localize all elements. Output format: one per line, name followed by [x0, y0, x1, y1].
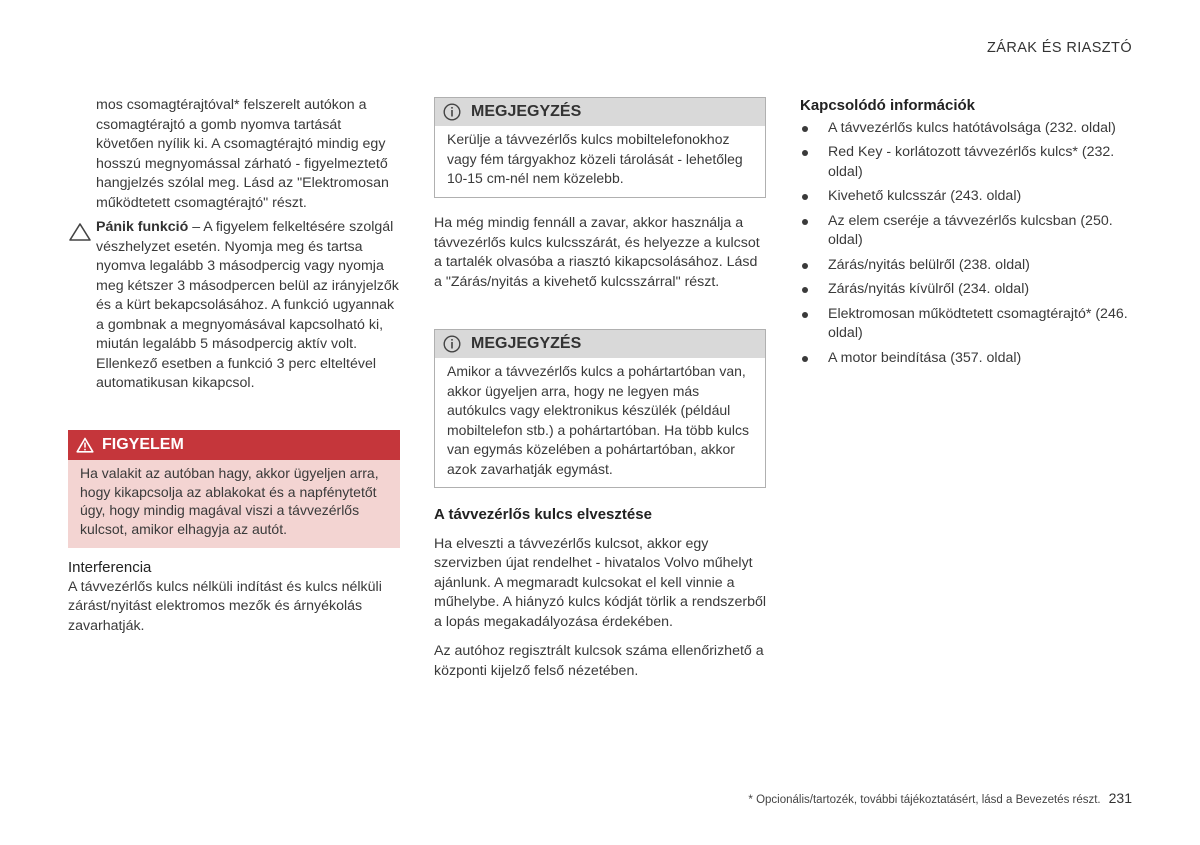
interference-section: [68, 558, 400, 636]
bullet-icon: [802, 126, 808, 132]
info-circle-icon: [443, 335, 461, 353]
panic-function-block: [68, 218, 400, 394]
bullet-icon: [802, 263, 808, 269]
warning-title: FIGYELEM: [102, 436, 184, 453]
related-info-list: [800, 119, 1132, 369]
interference-paragraph: A távvezérlős kulcs nélküli indítást és kulcs nélküli zárást/nyitást elektromos mezők és árnyékolás zavarhatják.: [68, 578, 382, 634]
note-title: MEGJEGYZÉS: [471, 335, 582, 352]
panic-paragraph: [96, 218, 400, 394]
registered-keys-paragraph: Az autóhoz regisztrált kulcsok száma ellenőrizhető a központi kijelző felső nézetében.: [434, 643, 764, 679]
note-header: [435, 98, 765, 126]
related-link[interactable]: [800, 119, 1132, 139]
panic-text: – A figyelem felkeltésére szolgál vészhelyzet esetén. Nyomja meg és tartsa nyomva legalább 3 másodpercig vagy nyomja meg kétszer 3 másodpercen belül az irányjelzők és a kürt bekapcsolásához. A funkció ugyannak a gombnak a megnyomásával kapcsolható ki, miután legalább 5 másodpercig aktív volt. Ellenkező esetben a funkció 3 perc elteltével automatikusan kikapcsol.: [96, 219, 399, 391]
related-link-text: Az elem cseréje a távvezérlős kulcsban (250. oldal): [828, 212, 1113, 248]
related-link-text: Red Key - korlátozott távvezérlős kulcs* (232. oldal): [828, 144, 1115, 180]
backup-reader-paragraph: Ha még mindig fennáll a zavar, akkor használja a távvezérlős kulcs kulcsszárát, és helyezze a kulcsot a tartalék olvasóba a riasztó kikapcsolásához. Lásd a "Zárás/nyitás a kivehető kulcsszárral" részt.: [434, 215, 760, 290]
related-link-text: A távvezérlős kulcs hatótávolsága (232. oldal): [828, 119, 1116, 136]
note-box: [434, 329, 766, 488]
related-link-text: A motor beindítása (357. oldal): [828, 349, 1022, 366]
lost-key-paragraph: Ha elveszti a távvezérlős kulcsot, akkor egy szervizben újat rendelhet - hivatalos Volvo műhelyt ajánlunk. A megmaradt kulcsokat el kell vinnie a műhelybe. A hiányzó kulcs kódját törlik a rendszerből a lopás megakadályozása érdekében.: [434, 535, 767, 630]
related-link-text: Zárás/nyitás kívülről (234. oldal): [828, 281, 1030, 297]
related-link[interactable]: [800, 256, 1132, 276]
note-text: Amikor a távvezérlős kulcs a pohártartóban van, akkor ügyeljen arra, hogy ne legyen más autókulcs vagy elektronikus készülék (például mobiltelefon stb.) a pohártartóban. Ha több kulcs van egymás közelében a pohártartóban, akkor azok zavarhatják egymást.: [447, 363, 749, 477]
bullet-icon: [802, 219, 808, 225]
related-link-text: Kivehető kulcsszár (243. oldal): [828, 188, 1022, 204]
warning-box: [68, 430, 400, 548]
related-info-section: [800, 96, 1132, 373]
related-info-heading: Kapcsolódó információk: [800, 97, 976, 114]
bullet-icon: [802, 312, 808, 318]
warning-triangle-icon: [76, 437, 94, 453]
related-link[interactable]: [800, 212, 1132, 251]
bullet-icon: [802, 356, 808, 362]
intro-paragraph: mos csomagtérajtóval* felszerelt autókon a csomagtérajtó a gomb nyomva tartását követően nyílik ki. A csomagtérajtó mindig egy hosszú megnyomással zárható - figyelmeztető hangjelzés szólal meg. Lásd az "Elektromosan működtetett csomagtérajtó" részt.: [96, 97, 389, 211]
warning-triangle-icon: [68, 222, 92, 242]
warning-header: [68, 430, 400, 460]
bullet-icon: [802, 287, 808, 293]
related-link[interactable]: [800, 349, 1132, 369]
related-link[interactable]: [800, 305, 1132, 344]
warning-text: Ha valakit az autóban hagy, akkor ügyeljen arra, hogy kikapcsolja az ablakokat és a napfénytetőt úgy, hogy mindig magával viszi a távvezérlős kulcsot, amikor elhagyja az autót.: [80, 465, 379, 537]
panic-title: Pánik funkció: [96, 219, 189, 235]
bullet-icon: [802, 150, 808, 156]
note-text: Kerülje a távvezérlős kulcs mobiltelefonokhoz vagy fém tárgyakhoz közeli tárolását - lehetőleg 10-15 cm-nél nem közelebb.: [447, 131, 743, 186]
interference-heading: Interferencia: [68, 559, 152, 576]
related-link-text: Zárás/nyitás belülről (238. oldal): [828, 256, 1030, 273]
info-circle-icon: [443, 103, 461, 121]
related-link[interactable]: [800, 143, 1132, 182]
note-header: [435, 330, 765, 358]
note-title: MEGJEGYZÉS: [471, 103, 582, 120]
bullet-icon: [802, 194, 808, 200]
related-link-text: Elektromosan működtetett csomagtérajtó* (246. oldal): [828, 305, 1128, 341]
section-header: ZÁRAK ÉS RIASZTÓ: [987, 40, 1132, 56]
lost-key-section: [434, 505, 766, 691]
note-box: [434, 97, 766, 198]
footnote: * Opcionális/tartozék, további tájékoztatásért, lásd a Bevezetés részt.: [748, 794, 1101, 806]
page-number: 231: [1108, 790, 1132, 806]
related-link[interactable]: [800, 280, 1132, 300]
page-footer: [748, 790, 1132, 806]
related-link[interactable]: [800, 187, 1132, 207]
lost-key-heading: A távvezérlős kulcs elvesztése: [434, 506, 652, 523]
